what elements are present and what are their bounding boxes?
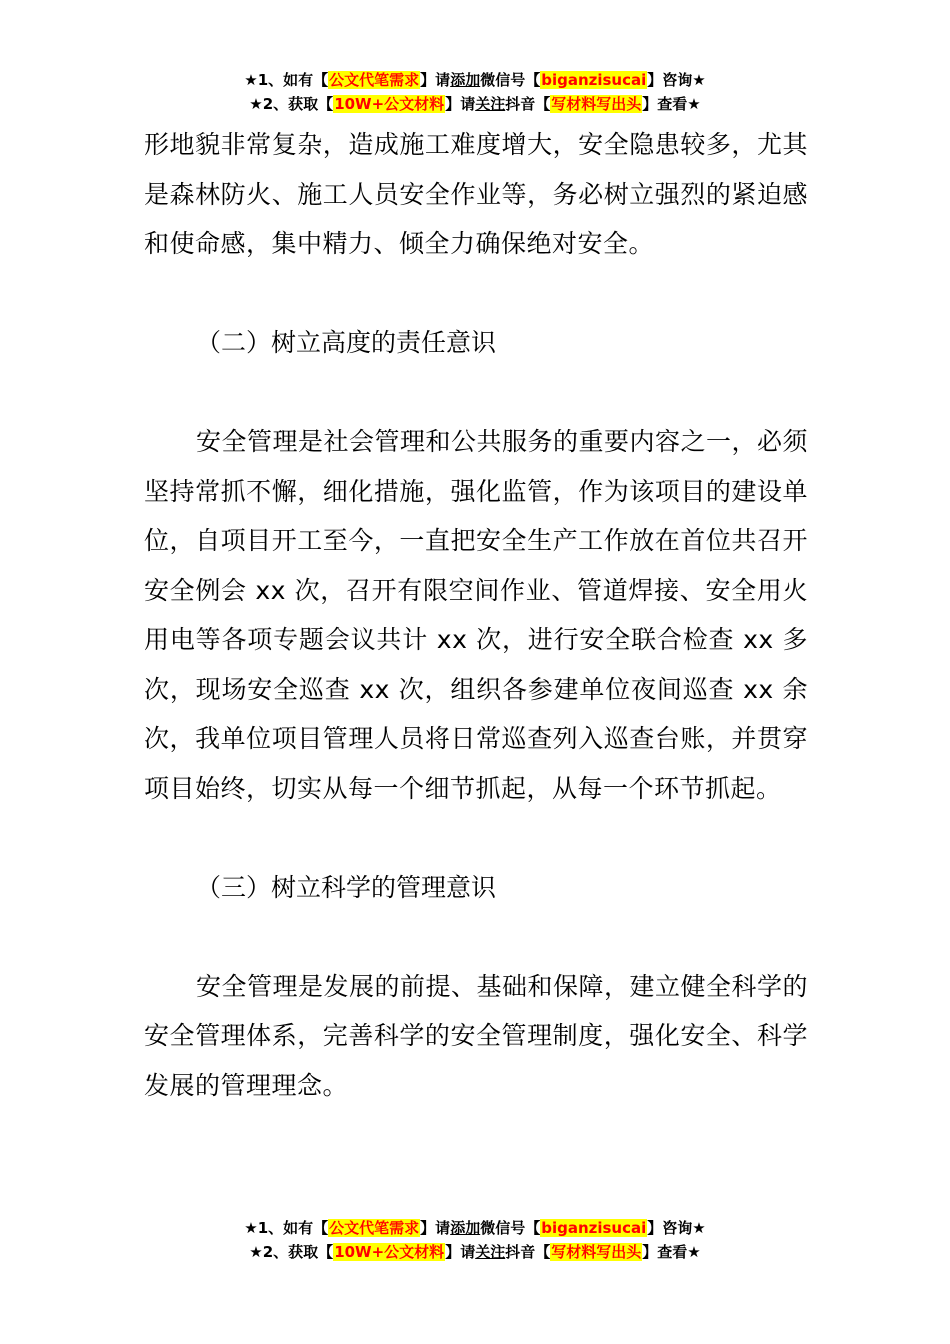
banner-line-2: ★2、获取【10W+公文材料】请关注抖音【写材料写出头】查看★: [249, 95, 701, 113]
document-body: [144, 120, 808, 1110]
highlight-wechat-id: biganzisucai: [541, 1219, 647, 1237]
footer-banner: [0, 1216, 950, 1264]
paragraph-management: 安全管理是发展的前提、基础和保障，建立健全科学的安全管理体系，完善科学的安全管理制度，强化安全、科学发展的管理理念。: [144, 971, 809, 1100]
highlight-wechat-id: biganzisucai: [541, 71, 647, 89]
highlight-douyin-id: 写材料写出头: [551, 95, 642, 113]
banner-line-2: ★2、获取【10W+公文材料】请关注抖音【写材料写出头】查看★: [249, 1243, 701, 1261]
section-heading-3: （三）树立科学的管理意识: [196, 872, 497, 902]
banner-line-1: ★1、如有【公文代笔需求】请添加微信号【biganzisucai】咨询★: [244, 71, 706, 89]
highlight-douyin-id: 写材料写出头: [551, 1243, 642, 1261]
header-banner: [0, 68, 950, 116]
highlight-materials: 10W+公文材料: [334, 95, 445, 113]
highlight-service: 公文代笔需求: [329, 1219, 420, 1237]
highlight-service: 公文代笔需求: [329, 71, 420, 89]
paragraph-responsibility: 安全管理是社会管理和公共服务的重要内容之一，必须坚持常抓不懈，细化措施，强化监管，作为该项目的建设单位，自项目开工至今，一直把安全生产工作放在首位共召开安全例会 xx 次，召开有限空间作业、管道焊接、安全用火用电等各项专题会议共计 xx 次，进行安全联合检查 xx 多次，现场安全巡查 xx 次，组织各参建单位夜间巡查 xx 余次，我单位项目管理人员将日常巡查列入巡查台账，并贯穿项目始终，切实从每一个细节抓起，从每一个环节抓起。: [144, 427, 809, 803]
highlight-materials: 10W+公文材料: [334, 1243, 445, 1261]
paragraph-continued: 形地貌非常复杂，造成施工难度增大，安全隐患较多，尤其是森林防火、施工人员安全作业等，务必树立强烈的紧迫感和使命感，集中精力、倾全力确保绝对安全。: [144, 130, 808, 258]
section-heading-2: （二）树立高度的责任意识: [196, 328, 497, 357]
banner-line-1: ★1、如有【公文代笔需求】请添加微信号【biganzisucai】咨询★: [244, 1219, 706, 1237]
